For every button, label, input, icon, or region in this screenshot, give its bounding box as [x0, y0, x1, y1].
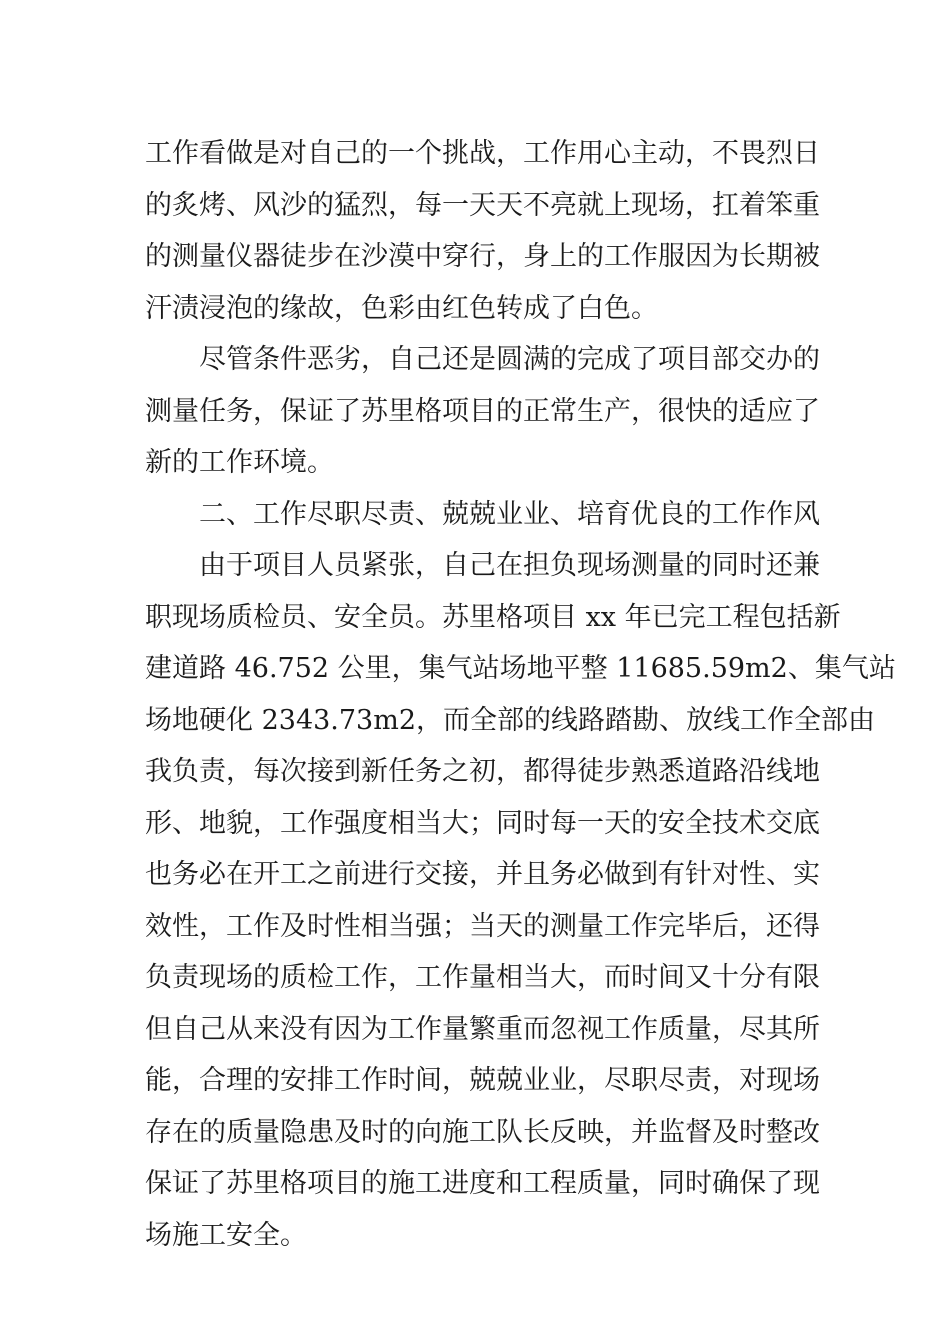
text-line: 也务必在开工之前进行交接，并且务必做到有针对性、实 — [145, 859, 820, 890]
text-line: 汗渍浸泡的缘故，色彩由红色转成了白色。 — [145, 292, 658, 324]
heading-line: 二、工作尽职尽责、兢兢业业、培育优良的工作作风 — [199, 498, 820, 530]
text-line: 工作看做是对自己的一个挑战，工作用心主动，不畏烈日 — [145, 138, 820, 169]
paragraph-2 — [145, 334, 820, 489]
paragraph-4 — [145, 540, 896, 1261]
section-heading — [145, 489, 820, 541]
text-line: 形、地貌，工作强度相当大；同时每一天的安全技术交底 — [145, 807, 820, 839]
text-line: 存在的质量隐患及时的向施工队长反映，并监督及时整改 — [145, 1116, 820, 1148]
text-line: 的炙烤、风沙的猛烈，每一天天不亮就上现场，扛着笨重 — [145, 189, 820, 221]
text-line: 职现场质检员、安全员。苏里格项目 xx 年已完工程包括新 — [145, 601, 841, 633]
text-line: 效性，工作及时性相当强；当天的测量工作完毕后，还得 — [145, 910, 820, 942]
text-line: 由于项目人员紧张，自己在担负现场测量的同时还兼 — [199, 550, 820, 581]
text-line: 建道路 46.752 公里，集气站场地平整 11685.59m2、集气站 — [145, 653, 896, 684]
paragraph-1 — [145, 128, 820, 334]
text-line: 场施工安全。 — [145, 1219, 307, 1251]
text-line: 新的工作环境。 — [145, 447, 334, 478]
text-line: 能，合理的安排工作时间，兢兢业业，尽职尽责，对现场 — [145, 1065, 820, 1096]
text-line: 测量任务，保证了苏里格项目的正常生产，很快的适应了 — [145, 395, 820, 427]
text-line: 我负责，每次接到新任务之初，都得徒步熟悉道路沿线地 — [145, 756, 820, 787]
text-line: 负责现场的质检工作，工作量相当大，而时间又十分有限 — [145, 962, 820, 993]
text-line: 的测量仪器徒步在沙漠中穿行，身上的工作服因为长期被 — [145, 241, 820, 272]
text-line: 但自己从来没有因为工作量繁重而忽视工作质量，尽其所 — [145, 1013, 820, 1045]
text-line: 保证了苏里格项目的施工进度和工程质量，同时确保了现 — [145, 1168, 820, 1199]
text-line: 尽管条件恶劣，自己还是圆满的完成了项目部交办的 — [199, 344, 820, 375]
body-text — [145, 128, 896, 1261]
text-line: 场地硬化 2343.73m2，而全部的线路踏勘、放线工作全部由 — [145, 704, 876, 736]
